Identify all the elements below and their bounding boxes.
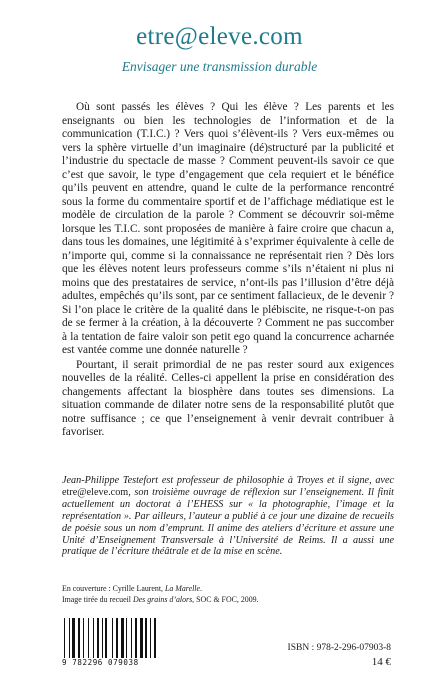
barcode-number: 9 782296 079038 <box>62 658 139 667</box>
image-source <box>62 595 394 606</box>
bio-part-1: Jean-Philippe Testefort est professeur de philosophie à Troyes et il signe, avec <box>62 475 394 486</box>
barcode-bar <box>116 618 118 658</box>
image-source-prefix: Image tirée du recueil <box>62 594 133 604</box>
barcode-bar <box>104 618 105 658</box>
barcode-bar <box>114 618 115 658</box>
barcode-bar <box>76 618 77 658</box>
barcode-bar <box>102 618 103 658</box>
barcode-bar <box>154 618 156 658</box>
isbn: ISBN : 978-2-296-07903-8 <box>287 643 391 653</box>
image-source-title: Des grains d’alors <box>132 594 193 604</box>
barcode-bar <box>138 618 139 658</box>
barcode-bar <box>105 618 107 658</box>
image-source-suffix: , SOC & FOC, 2009. <box>192 594 259 604</box>
barcode-bar <box>81 618 82 658</box>
bio-part-2: , son troisième ouvrage de réflexion sur l’enseignement. Il finit actuellement un doctorat à l’EHESS sur « la photographie, l’image et la représentation ». Par ailleurs, l’auteur a publié à ce jour une dizaine de recueils de poésie sous un nom d’emprunt. Il anime des ateliers d’écriture et assure une Unité d’Enseignement Transversale à l’Université de Reims. Il a aussi une pratique de l’écriture théâtrale et de la mise en scène. <box>62 486 394 558</box>
barcode-bar <box>83 618 84 658</box>
cover-credit <box>62 584 394 595</box>
bio-book-title: etre@eleve.com <box>62 486 129 498</box>
book-title: etre@eleve.com <box>136 23 303 50</box>
barcode-bar <box>71 618 72 658</box>
barcode-bar <box>121 618 124 658</box>
barcode-bar <box>108 618 111 658</box>
image-credits <box>62 584 394 605</box>
barcode-bar <box>72 618 75 658</box>
barcode-bar <box>89 618 92 658</box>
barcode-bar <box>97 618 99 658</box>
barcode-bar <box>66 618 68 658</box>
barcode-bar <box>157 618 158 658</box>
barcode-bar <box>128 618 130 658</box>
barcode-bar <box>131 618 132 658</box>
barcode-bar <box>93 618 94 658</box>
barcode-bar <box>148 618 149 658</box>
barcode-bar <box>124 618 125 658</box>
barcode-bar <box>126 618 127 658</box>
barcode-bar <box>150 618 151 658</box>
barcode-bar <box>112 618 113 658</box>
barcode-bar <box>69 618 70 658</box>
barcode-bar <box>100 618 101 658</box>
barcode-bar <box>133 618 134 658</box>
cover-credit-suffix: . <box>199 584 202 593</box>
paragraph-2: Pourtant, il serait primordial de ne pas rester sourd aux exigences nouvelles de la réalité. Celles-ci appellent la prise en considération des changements affectant la biosphère dans toutes ses dimensions. La situation commande de dilater notre sens de la responsabilité plutôt que notre suffisance ; ce que l’enseignement à venir devrait contribuer à favoriser. <box>62 358 394 438</box>
barcode-bar <box>64 618 65 658</box>
cover-credit-title: La Marelle <box>164 584 200 593</box>
barcode-bar <box>95 618 96 658</box>
barcode-bar <box>135 618 137 658</box>
barcode-bar <box>78 618 80 658</box>
barcode-bar <box>152 618 153 658</box>
barcode <box>64 618 158 658</box>
price: 14 € <box>371 656 391 668</box>
barcode-bar <box>143 618 144 658</box>
back-cover-text <box>62 101 394 440</box>
barcode-bar <box>145 618 147 658</box>
barcode-bar <box>88 618 89 658</box>
barcode-bar <box>119 618 120 658</box>
cover-credit-prefix: En couverture : Cyrille Laurent, <box>62 584 165 593</box>
book-subtitle: Envisager une transmission durable <box>121 59 318 74</box>
author-bio <box>62 475 394 558</box>
paragraph-1: Où sont passés les élèves ? Qui les élève ? Les parents et les enseignants ou bien les technologies de l’information et de la communication (T.I.C.) ? Vers quoi s’élèvent-ils ? Vers eux-mêmes ou vers la sphère virtuelle d’un imaginaire (dé)structuré par la publicité et l’industrie du spectacle de masse ? Comment peuvent-ils savoir ce que c’est que savoir, le type d’engagement que cela requiert et le bénéfice qu’ils peuvent en attendre, quand le culte de la performance rencontré sous la forme du commentaire sportif et de l’affichage médiatique est le modèle de circulation de la parole ? Comment se découvrir soi-même lorsque les T.I.C. sont proposées de manière à faire croire que chacun a, dans tous les domaines, une légitimité à s’exprimer équivalente à celle de n’importe qui, comme si la connaissance ne représentait rien ? Dès lors que les élèves notent leurs professeurs comme s’ils n’étaient ni plus ni moins que des prestataires de service, n’ont-ils pas l’illusion d’être déjà adultes, empêchés qu’ils sont, par ce sentiment fallacieux, de le devenir ? Si l’on place le critère de la qualité dans le plébiscite, ne risque-t-on pas de se fermer à la création, à la découverte ? Comment ne pas succomber à la tentation de faire valoir son petit ego quand la concurrence acharnée est vantée comme une donnée naturelle ? <box>62 101 394 356</box>
barcode-bar <box>85 618 87 658</box>
barcode-bar <box>140 618 143 658</box>
